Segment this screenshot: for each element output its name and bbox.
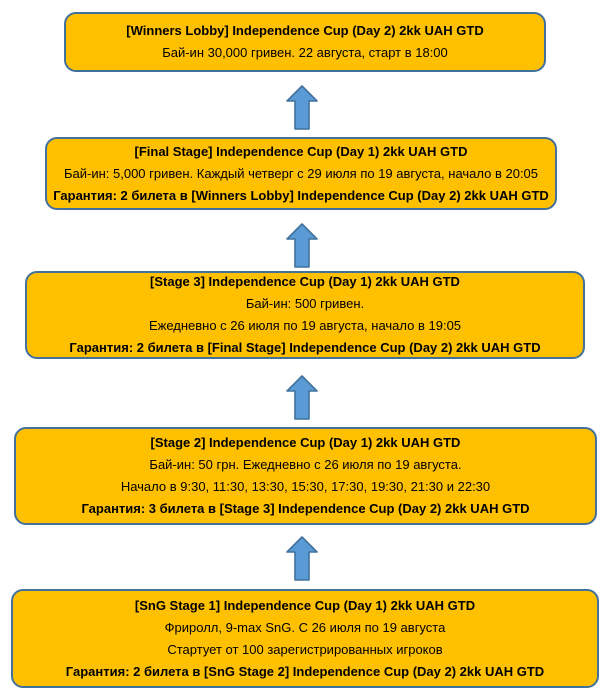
box-stage-2 bbox=[14, 427, 597, 525]
box-title: [Stage 3] Independence Cup (Day 1) 2kk UAH GTD bbox=[150, 274, 460, 289]
up-arrow-icon bbox=[286, 375, 318, 420]
box-guarantee: Гарантия: 3 билета в [Stage 3] Independence Cup (Day 2) 2kk UAH GTD bbox=[81, 501, 530, 516]
box-detail: Бай-ин: 50 грн. Ежедневно с 26 июля по 19 августа. bbox=[149, 457, 462, 472]
box-title: [Final Stage] Independence Cup (Day 1) 2kk UAH GTD bbox=[134, 143, 468, 159]
box-detail: Начало в 9:30, 11:30, 13:30, 15:30, 17:30, 19:30, 21:30 и 22:30 bbox=[120, 479, 491, 494]
box-title: [Winners Lobby] Independence Cup (Day 2) 2kk UAH GTD bbox=[126, 23, 484, 38]
box-stage-3 bbox=[25, 271, 585, 359]
up-arrow-icon bbox=[286, 85, 318, 130]
box-sng-stage-1 bbox=[11, 589, 599, 688]
box-detail: Бай-ин: 5,000 гривен. Каждый четверг с 29 июля по 19 августа, начало в 20:05 bbox=[63, 165, 539, 181]
box-title: [SnG Stage 1] Independence Cup (Day 1) 2kk UAH GTD bbox=[134, 597, 476, 613]
box-guarantee: Гарантия: 2 билета в [SnG Stage 2] Independence Cup (Day 2) 2kk UAH GTD bbox=[65, 663, 545, 679]
up-arrow-icon bbox=[286, 223, 318, 268]
box-guarantee: Гарантия: 2 билета в [Final Stage] Independence Cup (Day 2) 2kk UAH GTD bbox=[69, 340, 541, 355]
box-title: [Stage 2] Independence Cup (Day 1) 2kk UAH GTD bbox=[150, 435, 461, 450]
box-guarantee: Гарантия: 2 билета в [Winners Lobby] Independence Cup (Day 2) 2kk UAH GTD bbox=[53, 187, 549, 203]
box-detail: Бай-ин: 500 гривен. bbox=[245, 296, 365, 311]
box-final-stage bbox=[45, 137, 557, 210]
box-detail: Стартует от 100 зарегистрированных игроков bbox=[167, 641, 443, 657]
up-arrow-icon bbox=[286, 536, 318, 581]
box-detail: Фриролл, 9-max SnG. С 26 июля по 19 августа bbox=[164, 619, 446, 635]
box-winners-lobby bbox=[64, 12, 546, 72]
box-detail: Ежедневно с 26 июля по 19 августа, начало в 19:05 bbox=[148, 318, 462, 333]
box-detail: Бай-ин 30,000 гривен. 22 августа, старт в 18:00 bbox=[162, 45, 448, 60]
